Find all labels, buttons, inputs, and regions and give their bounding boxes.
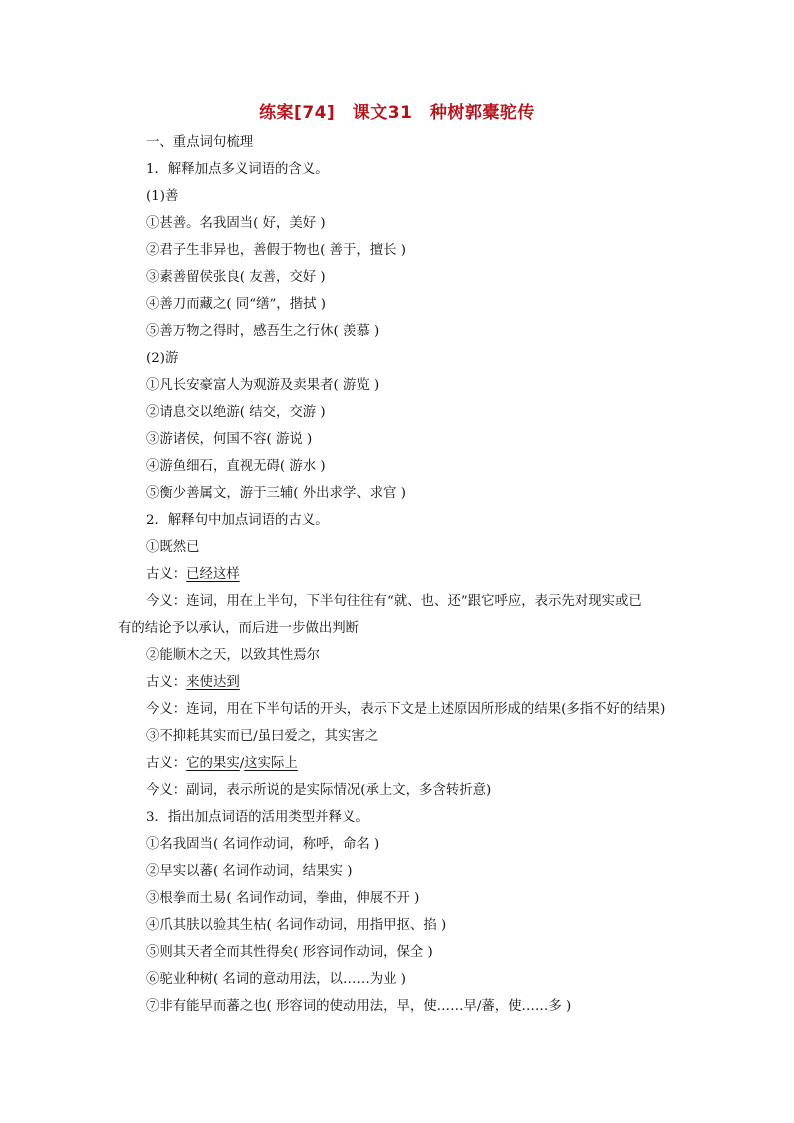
ancient-meaning <box>118 669 680 696</box>
list-item: ⑤则其天者全而其性得矣( 形容词作动词，保全 ) <box>146 945 433 960</box>
ancient-answer: 已经这样 <box>186 567 240 582</box>
modern-meaning <box>118 777 680 804</box>
list-item: ⑤善万物之得时，感吾生之行休( 羡慕 ) <box>146 324 380 339</box>
list-item: ②早实以蕃( 名词作动词，结果实 ) <box>146 864 353 879</box>
ancient-answer: 这实际上 <box>244 756 298 771</box>
list-item: ③不抑耗其实而已/虽曰爱之，其实害之 <box>146 729 379 744</box>
modern-meaning <box>118 588 680 615</box>
list-item: ①甚善。名我固当( 好，美好 ) <box>146 216 326 231</box>
ancient-answer: 它的果实 <box>186 756 240 771</box>
list-item: ④游鱼细石，直视无碍( 游水 ) <box>146 459 326 474</box>
list-item: ⑦非有能早而蕃之也( 形容词的使动用法，早，使……早/蕃，使……多 ) <box>146 999 572 1014</box>
list-item: ③素善留侯张良( 友善，交好 ) <box>146 270 326 285</box>
list-item: ⑥驼业种树( 名词的意动用法，以……为业 ) <box>146 972 406 987</box>
modern-meaning <box>118 696 680 723</box>
ancient-label: 古义： <box>146 567 187 582</box>
modern-label: 今义： <box>146 594 187 609</box>
modern-answer: 副词，表示所说的是实际情况(承上文，多含转折意) <box>186 783 492 798</box>
list-item: ②能顺木之天，以致其性焉尔 <box>146 648 321 663</box>
ancient-label: 古义： <box>146 675 187 690</box>
modern-answer: 连词，用在上半句，下半句往往有“就、也、还”跟它呼应，表示先对现实或已 <box>186 594 642 609</box>
subheading-shan: (1)善 <box>146 189 179 204</box>
question-2-heading: 2．解释句中加点词语的古义。 <box>146 513 329 528</box>
list-item: ①名我固当( 名词作动词，称呼，命名 ) <box>146 837 380 852</box>
question-3-heading: 3．指出加点词语的活用类型并释义。 <box>146 810 369 825</box>
content-body <box>118 129 680 1020</box>
ancient-answer: 来使达到 <box>186 675 240 690</box>
section-heading: 一、重点词句梳理 <box>146 135 254 150</box>
list-item: ④善刀而藏之( 同“缮”，揩拭 ) <box>146 297 326 312</box>
list-item: ②请息交以绝游( 结交，交游 ) <box>146 405 326 420</box>
ancient-meaning <box>118 561 680 588</box>
title-text: 练案[74] 课文31 种树郭橐驼传 <box>259 103 535 123</box>
list-item: ③游诸侯，何国不容( 游说 ) <box>146 432 313 447</box>
ancient-label: 古义： <box>146 756 187 771</box>
document-title <box>0 98 794 123</box>
modern-label: 今义： <box>146 702 187 717</box>
modern-label: 今义： <box>146 783 187 798</box>
subheading-you: (2)游 <box>146 351 179 366</box>
separator: / <box>239 756 245 771</box>
list-item: ①凡长安豪富人为观游及卖果者( 游览 ) <box>146 378 380 393</box>
list-item: ③根拳而土易( 名词作动词，拳曲，伸展不开 ) <box>146 891 420 906</box>
list-item: ①既然已 <box>146 540 200 555</box>
list-item: ④爪其肤以验其生枯( 名词作动词，用指甲抠、掐 ) <box>146 918 447 933</box>
list-item: ②君子生非异也，善假于物也( 善于，擅长 ) <box>146 243 406 258</box>
list-item: ⑤衡少善属文，游于三辅( 外出求学、求官 ) <box>146 486 406 501</box>
ancient-meaning <box>118 750 680 777</box>
modern-meaning-continued: 有的结论予以承认，而后进一步做出判断 <box>118 621 360 636</box>
question-1-heading: 1．解释加点多义词语的含义。 <box>146 162 329 177</box>
modern-answer: 连词，用在下半句话的开头，表示下文是上述原因所形成的结果(多指不好的结果) <box>186 702 666 717</box>
